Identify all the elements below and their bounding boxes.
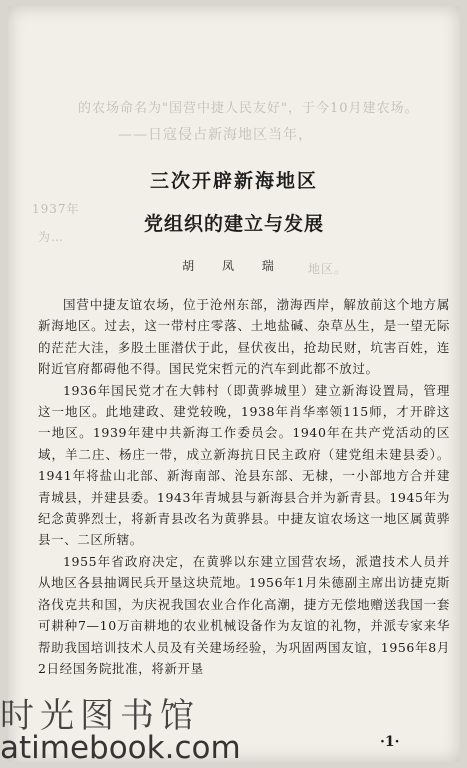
chapter-title: 三次开辟新海地区 [149,170,318,192]
bleed-line: 的农场命名为"国营中捷人民友好"，于今10月建农场。 [78,101,419,116]
watermark-site-name: 时光图书馆 [0,696,200,736]
paragraph: 国营中捷友谊农场，位于沧州东部，渤海西岸，解放前这个地方属新海地区。过去，这一带村庄零落、土地盐碱、杂草丛生，是一望无际的茫茫大洼，多股土匪潜伏于此，昼伏夜出，抢劫民财，坑害百姓，连附近官府都碍他不得。国民党宋哲元的汽车到此都不放过。 [38,297,450,377]
watermark-url: atimebook.com [0,730,241,766]
book-page [8,6,460,762]
page-number: ·1· [380,734,400,750]
chapter-subtitle: 党组织的建立与发展 [143,213,324,235]
bleed-line: 地区。 [308,262,348,276]
author-name: 胡 凤 瑞 [182,259,286,273]
paragraph: 1936年国民党才在大韩村（即黄骅城里）建立新海设置局，管理这一地区。此地建政、建党较晚，1938年肖华率领115师，才开辟这一地区。1939年建中共新海工作委员会。1940年在共产党活动的区域，羊二庄、杨庄一带，成立新海抗日民主政府（建党组未建县委）。1941年将盐山北部、新海南部、沧县东部、无棣，一小部地方合并建青城县，并建县委。1943年青城县与新海县合并为新青县。1945年为纪念黄骅烈士，将新青县改名为黄骅县。中捷友谊农场这一地区属黄骅县一、二区所辖。 [38,382,450,548]
bleed-line: 1937年 [32,202,80,216]
paragraph: 1955年省政府决定，在黄骅以东建立国营农场，派遣技术人员并从地区各县抽调民兵开垦这块荒地。1956年1月朱德副主席出访捷克斯洛伐克共和国，为庆祝我国农业合作化高潮，捷方无偿地赠送我国一套可耕种7—10万亩耕地的农业机械设备作为友谊的礼物，并派专家来华帮助我国培训技术人员及有关建场经验，为巩固两国友谊，1956年8月2日经国务院批准，将新开垦 [38,553,450,676]
bleed-line: ——日寇侵占新海地区当年， [118,127,313,143]
body-text [38,294,450,679]
bleed-line: 为… [38,230,65,244]
